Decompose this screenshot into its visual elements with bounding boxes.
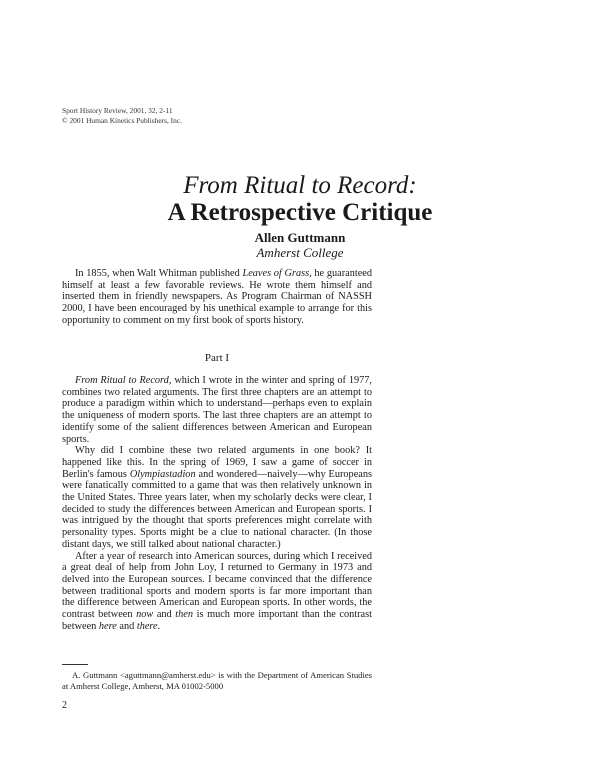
title-line-1: From Ritual to Record:	[183, 172, 417, 199]
author-affiliation: Amherst College	[256, 245, 344, 260]
author-block	[0, 230, 600, 260]
part1-p2-text-b: and wondered—naively—why Europeans were fanatically committed to a game that was then relatively unknown in the United States. Three years later, when my scholarly decks were clear, I decided to study the differences between American and European sports. I was intrigued by the thought that sports preferences might correlate with personality types. Sports might be a clue to national character. (In those distant days, we still talked about national character.)	[62, 468, 372, 550]
word-there: there	[136, 620, 158, 632]
part-heading: Part I	[204, 352, 230, 364]
page-number: 2	[62, 700, 67, 711]
journal-line: Sport History Review, 2001, 32, 2-11	[62, 106, 173, 115]
part1-stadium-name: Olympiastadion	[129, 468, 196, 480]
copyright-line: © 2001 Human Kinetics Publishers, Inc.	[62, 116, 182, 125]
article-title	[0, 172, 600, 226]
intro-paragraph	[62, 268, 372, 327]
journal-citation	[62, 106, 182, 126]
part1-p3-text-a: After a year of research into American sources, during which I received a great deal of help from John Loy, I returned to Germany in 1973 and delved into the European sources. I became convinced that the difference between traditional sports and modern sports is far more important than the difference between American and European sports. In other words, the contrast between	[62, 550, 372, 621]
part1-book-title: From Ritual to Record	[75, 375, 169, 386]
part1-p3-text-c: is much more important than the contrast between	[62, 609, 372, 632]
footnote: A. Guttmann <aguttmann@amherst.edu> is with the Department of American Studies at Amherst College, Amherst, MA 01002-5000	[62, 670, 372, 691]
author-name: Allen Guttmann	[254, 230, 346, 245]
part1-paragraph-1	[62, 375, 372, 445]
word-then: then	[175, 609, 194, 621]
part1-p3-text-d: and	[116, 620, 137, 632]
part1-paragraph-3	[62, 551, 372, 633]
intro-text-a: In 1855, when Walt Whitman published	[75, 268, 243, 279]
intro-section	[62, 268, 372, 327]
part1-p3-text-e: .	[157, 620, 161, 632]
intro-book-title: Leaves of Grass	[242, 268, 310, 279]
word-here: here	[98, 620, 117, 632]
part1-p3-text-b: and	[153, 609, 176, 621]
part1-p2-text-a: Why did I combine these two related arguments in one book? It happened like this. In the spring of 1969, I saw a game of soccer in Berlin's famous	[62, 445, 372, 480]
title-line-2: A Retrospective Critique	[167, 199, 433, 226]
part1-section	[62, 375, 372, 632]
part1-p1-text: , which I wrote in the winter and spring of 1977, combines two related arguments. The first three chapters are an attempt to produce a paradigm within which to understand—perhaps even to explain the uniqueness of modern sports. The last three chapters are an attempt to identify some of the salient differences between American and European sports.	[62, 375, 372, 445]
intro-text-b: , he guaranteed himself at least a few favorable reviews. He wrote them himself and inserted them in friendly newspapers. As Program Chairman of NASSH 2000, I have been encouraged by his unethical example to arrange for this opportunity to comment on my first book of sports history.	[62, 268, 373, 326]
footnote-divider	[62, 664, 88, 665]
part1-paragraph-2	[62, 445, 372, 550]
word-now: now	[136, 609, 154, 621]
